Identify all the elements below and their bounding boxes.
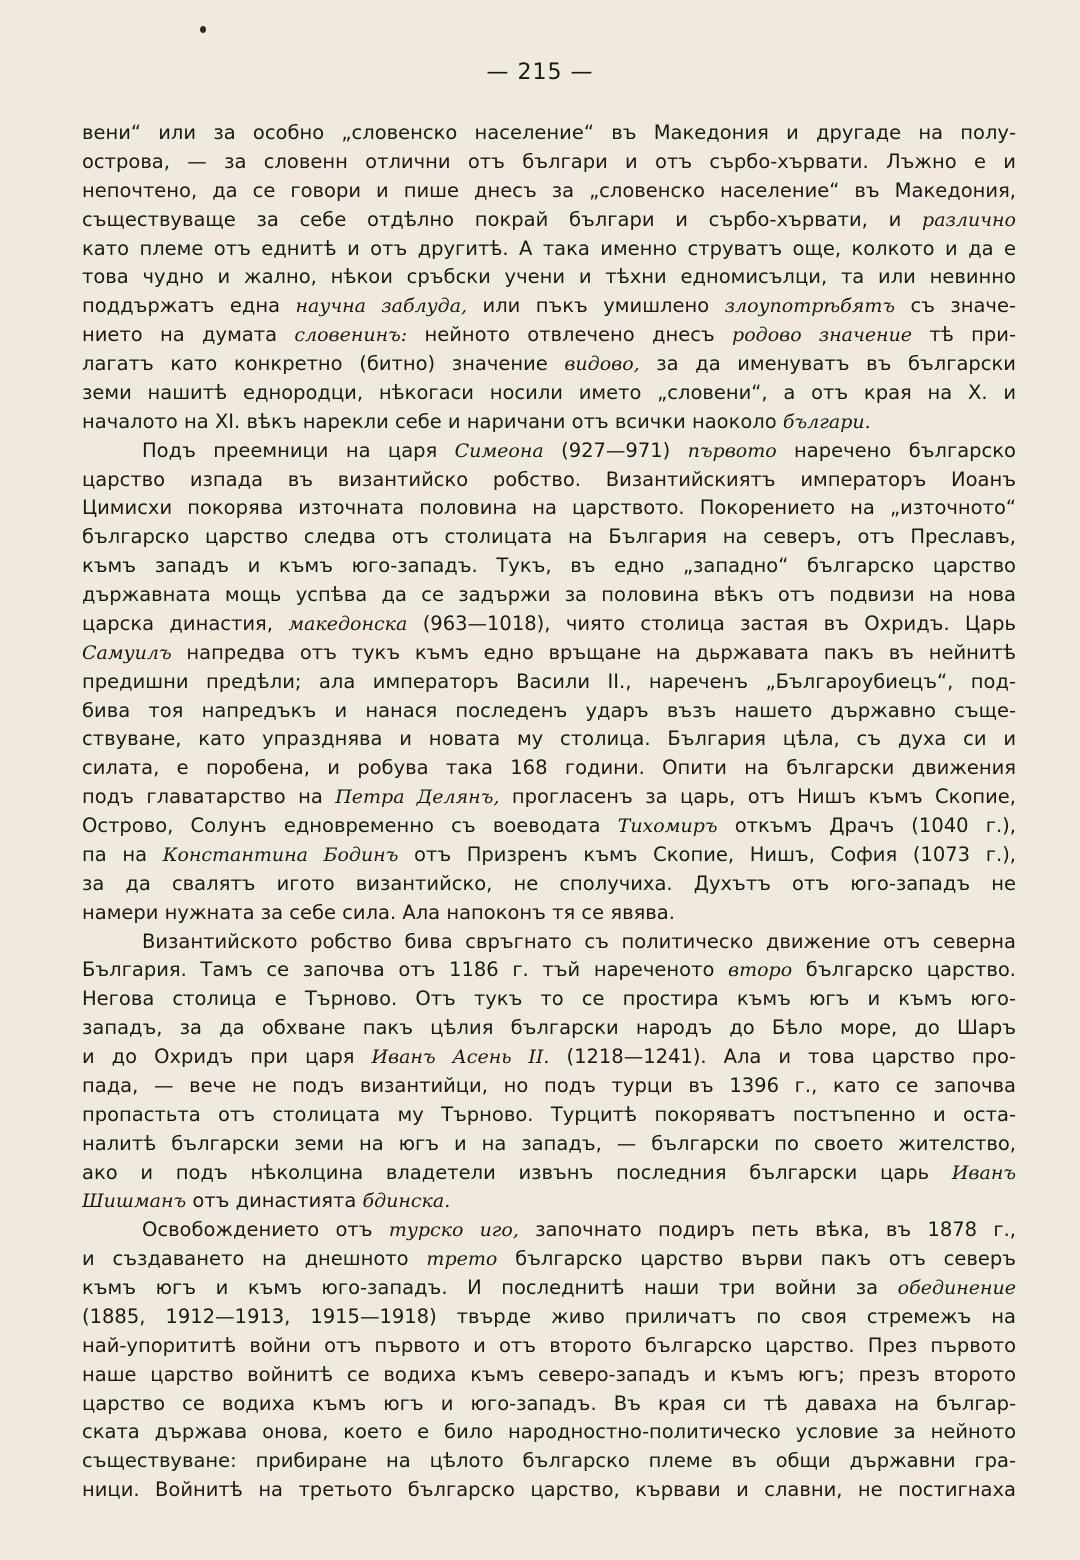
- text-segment: (1885, 1912—1913, 1915—1918) твърде живо приличатъ по своя стремежъ на: [82, 1304, 1016, 1328]
- page-number: — 215 —: [486, 60, 594, 85]
- text-segment: България. Тамъ се започва отъ 1186 г. тъй нареченото: [82, 958, 729, 982]
- text-line: [82, 697, 1016, 726]
- text-line: [82, 1274, 1016, 1303]
- text-line: [82, 292, 1016, 321]
- text-line: [82, 754, 1016, 783]
- text-segment: Острово, Солунъ едновременно съ воеводата: [82, 814, 618, 837]
- text-segment: пропастьта отъ столицата му Търново. Турцитѣ покоряватъ постъпенно и оста-: [82, 1102, 1016, 1126]
- emphasized-text: Петра Делянъ,: [335, 786, 500, 809]
- text-line: [82, 177, 1016, 206]
- emphasized-text: македонска: [288, 612, 408, 635]
- text-segment: отъ династията: [186, 1189, 363, 1213]
- emphasized-text: Самуилъ: [82, 641, 172, 664]
- text-segment: царство се водиха къмъ югъ и юго-западъ. Въ края си тѣ даваха на българ-: [82, 1391, 1016, 1415]
- text-line: [82, 379, 1016, 408]
- text-segment: Византийското робство бива свръгнато съ политическо движение отъ северна: [142, 929, 1016, 953]
- text-line: [82, 1101, 1016, 1130]
- text-segment: поддържатъ една: [82, 294, 296, 318]
- text-segment: Цимисхи покорява източната половина на царството. Покорението на „източното“: [82, 496, 1016, 520]
- text-segment: българско царство върви пакъ отъ северъ: [497, 1247, 1016, 1271]
- text-segment: съществуваще за себе отдѣлно покрай българи и сърбо-хървати, и: [82, 207, 923, 231]
- text-segment: къмъ западъ и къмъ юго-западъ. Тукъ, въ едно „западно“ българско царство: [82, 554, 1016, 578]
- emphasized-text: трето: [426, 1248, 498, 1271]
- text-segment: наше царство войнитѣ се водиха къмъ северо-западъ и къмъ югъ; презъ второто: [82, 1362, 1016, 1386]
- emphasized-text: първото: [687, 439, 777, 462]
- body-text: [82, 119, 1016, 1505]
- text-segment: българско царство.: [792, 958, 1016, 982]
- text-line: [82, 725, 1016, 754]
- text-line: [82, 1130, 1016, 1159]
- text-segment: напредва отъ тукъ къмъ едно връщане на дьржавата пакъ въ нейнитѣ: [171, 640, 1016, 664]
- emphasized-text: българи.: [782, 410, 871, 433]
- text-segment: острова, — за словенн отлични отъ българи и отъ сърбо-хървати. Лъжно е и: [82, 149, 1016, 173]
- text-segment: държавната мощь успѣва да се задържи за половина вѣкъ отъ подвизи на нова: [82, 583, 1016, 606]
- text-segment: западъ, за да обхване пакъ цѣлия български народъ до Бѣло море, до Шаръ: [82, 1016, 1016, 1040]
- text-line: [82, 1014, 1016, 1043]
- text-line: [82, 1447, 1016, 1476]
- emphasized-text: обединение: [897, 1277, 1016, 1299]
- text-segment: това чудно и жално, нѣкои сръбски учени и тѣхни едномисълци, та или невинно: [82, 265, 1016, 289]
- emphasized-text: бдинска.: [362, 1190, 451, 1213]
- text-line: [82, 1187, 1016, 1216]
- text-segment: тѣ при-: [912, 323, 1016, 347]
- emphasized-text: Симеона: [454, 439, 544, 462]
- text-line: [82, 1072, 1016, 1101]
- text-line: [82, 350, 1016, 379]
- text-line: [82, 263, 1016, 292]
- text-segment: вени“ или за особно „словенско население“ въ Македония и другаде на полу-: [82, 121, 1016, 144]
- text-line: [82, 552, 1016, 581]
- text-segment: започнато подиръ петь вѣка, въ 1878 г.,: [518, 1218, 1016, 1242]
- text-segment: земи нашитѣ еднородци, нѣкогаси носили името „словени“, а отъ края на X. и: [82, 380, 1016, 404]
- text-line: [82, 235, 1016, 264]
- text-line: [82, 956, 1016, 985]
- emphasized-text: различно: [922, 208, 1016, 231]
- text-segment: ската държава онова, което е било народностно-политическо условие за нейното: [82, 1420, 1016, 1444]
- emphasized-text: словенинъ:: [294, 324, 408, 347]
- text-segment: налитѣ български земи на югъ и на западъ, — български по своето жителство,: [82, 1131, 1016, 1155]
- text-segment: намери нужната за себе сила. Ала напоконъ тя се явява.: [82, 900, 675, 924]
- text-line: [82, 408, 1016, 437]
- emphasized-text: Иванъ Асень II.: [371, 1046, 550, 1068]
- text-segment: българско царство следва отъ столицата на България на северъ, отъ Преславъ,: [82, 525, 1016, 549]
- text-line: [82, 1303, 1016, 1332]
- text-segment: и създаването на днешното: [82, 1247, 427, 1271]
- text-line: [82, 321, 1016, 350]
- text-segment: (1218—1241). Ала и това царство про-: [549, 1045, 1016, 1068]
- text-line: [82, 206, 1016, 235]
- text-line: [82, 1245, 1016, 1274]
- text-segment: къмъ югъ и къмъ юго-западъ. И последнитѣ наши три войни за: [82, 1276, 898, 1299]
- text-line: [82, 494, 1016, 523]
- text-segment: ствуване, като упразднява и новата му столица. България цѣла, съ духа си и: [82, 727, 1016, 751]
- text-segment: нейното отвлечено днесъ: [407, 323, 733, 347]
- text-segment: откъмъ Драчъ (1040 г.),: [717, 814, 1016, 837]
- text-segment: началото на XI. вѣкъ нарекли себе и наричани отъ всички наоколо: [82, 409, 783, 433]
- text-segment: царство изпада въ византийско робство. Византийскиятъ императоръ Иоанъ: [82, 467, 1016, 491]
- text-line: [82, 812, 1016, 841]
- text-segment: или пъкъ умишлено: [467, 294, 725, 318]
- text-segment: отъ Призренъ къмъ Скопие, Нишъ, София (1073 г.),: [398, 842, 1016, 866]
- text-segment: (927—971): [543, 438, 688, 462]
- text-line: [82, 1390, 1016, 1419]
- text-segment: Подъ преемници на царя: [142, 438, 455, 462]
- text-segment: па на: [82, 842, 163, 866]
- emphasized-text: Иванъ: [951, 1161, 1016, 1184]
- emphasized-text: Шишманъ: [82, 1190, 187, 1213]
- text-line: [82, 437, 1016, 466]
- text-segment: предишни предѣли; ала императоръ Васили II., нареченъ „Българоубиецъ“, под-: [82, 669, 1016, 693]
- text-segment: като племе отъ еднитѣ и отъ другитѣ. А така именно струватъ още, колкото и да е: [82, 236, 1016, 260]
- text-line: [82, 1332, 1016, 1361]
- text-line: [82, 841, 1016, 870]
- emphasized-text: научна заблуда,: [295, 295, 468, 318]
- text-segment: наречено българско: [776, 438, 1016, 462]
- emphasized-text: турско иго,: [388, 1219, 519, 1242]
- text-segment: бива тоя напредъкъ и нанася последенъ ударъ възъ нашето държавно съще-: [82, 698, 1016, 722]
- text-line: [82, 581, 1016, 610]
- text-segment: лагатъ като конкретно (битно) значение: [82, 352, 565, 375]
- text-segment: ници. Войнитѣ на третьото българско царство, кървави и славни, не постигнаха: [82, 1478, 1016, 1502]
- text-segment: подъ главатарство на: [82, 785, 336, 809]
- text-segment: и до Охридъ при царя: [82, 1045, 372, 1068]
- ink-speck: [200, 26, 206, 33]
- text-line: [82, 668, 1016, 697]
- text-line: [82, 523, 1016, 552]
- text-line: [82, 1043, 1016, 1072]
- text-segment: (963—1018), чиято столица застая въ Охридъ. Царь: [407, 611, 1016, 635]
- text-line: [82, 870, 1016, 899]
- emphasized-text: Константина Бодинъ: [162, 843, 399, 866]
- text-line: [82, 783, 1016, 812]
- emphasized-text: родово значение: [732, 324, 913, 347]
- text-line: [82, 985, 1016, 1014]
- text-line: [82, 928, 1016, 957]
- text-segment: Освобождението отъ: [142, 1218, 389, 1242]
- emphasized-text: второ: [728, 959, 793, 982]
- text-line: [82, 1216, 1016, 1245]
- text-segment: прогласенъ за царь, отъ Нишъ къмъ Скопие,: [499, 785, 1016, 809]
- text-line: [82, 148, 1016, 177]
- text-line: [82, 1159, 1016, 1188]
- text-segment: царска династия,: [82, 611, 289, 635]
- text-segment: ако и подъ нѣколцина владетели извънъ последния български царь: [82, 1160, 952, 1184]
- text-segment: съ значе-: [895, 294, 1016, 318]
- text-segment: съществуване: прибиране на цѣлото българско племе въ общи държавни гра-: [82, 1449, 1016, 1473]
- text-segment: за да именуватъ въ български: [639, 352, 1016, 375]
- text-segment: пада, — вече не подъ византийци, но подъ турци въ 1396 г., като се започва: [82, 1073, 1016, 1097]
- text-line: [82, 1476, 1016, 1505]
- text-segment: най-упорититѣ войни отъ първото и отъ второто българско царство. През първото: [82, 1333, 1016, 1357]
- text-line: [82, 639, 1016, 668]
- text-segment: силата, е поробена, и робува така 168 години. Опити на български движения: [82, 756, 1016, 780]
- text-segment: непочтено, да се говори и пише днесъ за „словенско население“ въ Македония,: [82, 178, 1016, 202]
- text-line: [82, 610, 1016, 639]
- text-line: [82, 1361, 1016, 1390]
- text-line: [82, 899, 1016, 928]
- text-segment: Негова столица е Търново. Отъ тукъ то се простира къмъ югъ и къмъ юго-: [82, 987, 1016, 1011]
- emphasized-text: видово,: [564, 353, 640, 375]
- emphasized-text: злоупотрѣбятъ: [724, 295, 896, 318]
- text-segment: за да свалятъ игото византийско, не сполучиха. Духътъ отъ юго-западъ не: [82, 871, 1016, 895]
- text-line: [82, 119, 1016, 148]
- text-line: [82, 466, 1016, 495]
- text-segment: нието на думата: [82, 323, 295, 347]
- emphasized-text: Тихомиръ: [617, 815, 718, 837]
- text-line: [82, 1418, 1016, 1447]
